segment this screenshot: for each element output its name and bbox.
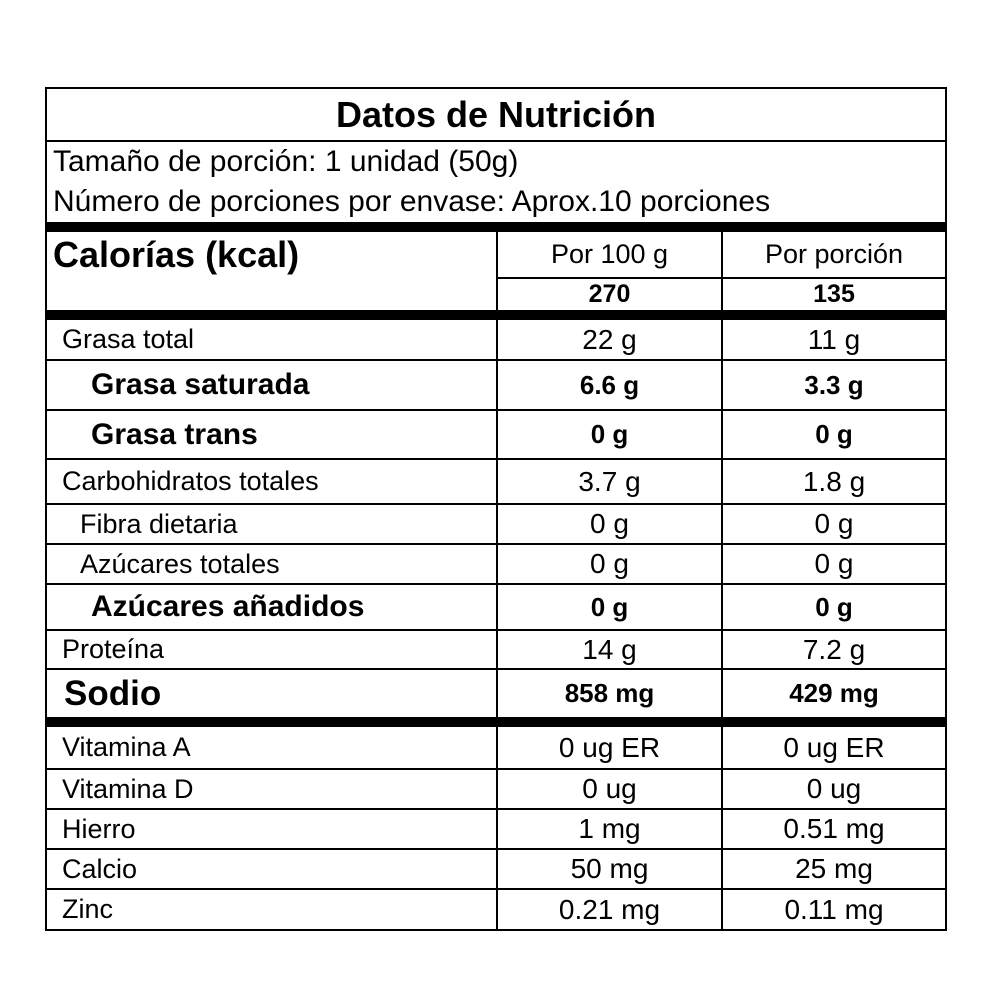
micronutrient-per-serving: 0 ug — [806, 773, 862, 804]
nutrient-name: Proteína — [62, 634, 165, 664]
nutrition-facts-label — [45, 87, 947, 931]
micronutrient-per-serving: 0.51 mg — [783, 813, 885, 844]
nutrient-name: Grasa saturada — [91, 368, 310, 401]
nutrient-name: Grasa trans — [91, 417, 258, 451]
nutrient-per-serving: 11 g — [807, 323, 861, 355]
serving-size: Tamaño de porción: 1 unidad (50g) — [53, 145, 519, 178]
micronutrient-per-100g: 1 mg — [578, 813, 641, 844]
nutrient-name: Grasa total — [62, 324, 195, 354]
micronutrient-per-serving: 0 ug ER — [783, 731, 885, 763]
nutrient-per-100g: 0 g — [590, 419, 629, 449]
micronutrient-name: Calcio — [62, 853, 138, 884]
calories-per-100g: 270 — [588, 280, 631, 308]
nutrient-per-100g: 0 g — [590, 508, 629, 539]
nutrient-per-100g: 14 g — [582, 633, 637, 665]
micronutrient-name: Vitamina A — [62, 732, 191, 762]
nutrient-per-100g: 3.7 g — [578, 465, 641, 497]
nutrient-per-serving: 429 mg — [789, 678, 879, 708]
nutrient-per-100g: 0 g — [590, 591, 629, 622]
nutrient-per-100g: 858 mg — [564, 678, 655, 708]
nutrient-per-serving: 3.3 g — [804, 369, 864, 400]
nutrient-per-serving: 7.2 g — [802, 633, 866, 665]
nutrient-per-serving: 0 g — [814, 508, 854, 539]
calories-label: Calorías (kcal) — [53, 233, 300, 275]
nutrient-per-100g: 0 g — [590, 548, 629, 579]
nutrient-per-serving: 0 g — [814, 548, 854, 579]
micronutrient-name: Zinc — [62, 894, 114, 924]
micronutrient-per-100g: 0 ug — [582, 773, 637, 804]
column-header-per-100g: Por 100 g — [550, 239, 669, 269]
micronutrient-per-100g: 0 ug ER — [558, 731, 661, 763]
nutrient-name: Azúcares añadidos — [91, 590, 365, 623]
nutrient-name: Fibra dietaria — [80, 508, 238, 539]
label-title: Datos de Nutrición — [335, 93, 657, 135]
micronutrient-per-100g: 50 mg — [570, 853, 649, 884]
nutrient-per-serving: 0 g — [815, 419, 853, 449]
micronutrient-per-serving: 0.11 mg — [784, 893, 884, 925]
nutrient-per-100g: 6.6 g — [579, 369, 640, 400]
nutrient-per-100g: 22 g — [582, 323, 637, 355]
micronutrient-per-serving: 25 mg — [795, 853, 873, 884]
servings-per-container: Número de porciones por envase: Aprox.10 porciones — [53, 185, 771, 218]
micronutrient-per-100g: 0.21 mg — [558, 893, 661, 925]
nutrient-per-serving: 0 g — [815, 591, 853, 622]
nutrient-name: Sodio — [64, 673, 162, 713]
micronutrient-name: Hierro — [62, 813, 136, 844]
thick-divider — [47, 222, 945, 232]
calories-per-serving: 135 — [813, 280, 855, 308]
nutrient-name: Carbohidratos totales — [62, 466, 319, 496]
column-header-per-serving: Por porción — [764, 239, 904, 269]
nutrient-per-serving: 1.8 g — [802, 465, 866, 497]
nutrient-name: Azúcares totales — [80, 548, 280, 579]
micronutrient-name: Vitamina D — [62, 773, 194, 804]
